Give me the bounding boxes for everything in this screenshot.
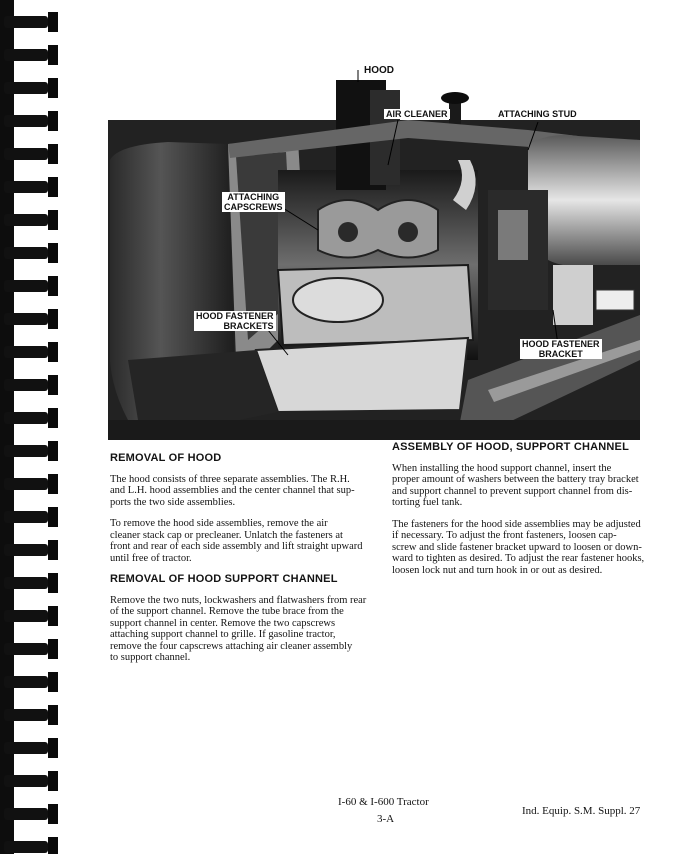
binding-coil	[4, 247, 48, 259]
label-attaching-stud-text: ATTACHING STUD	[498, 109, 577, 119]
binding-hole	[48, 276, 58, 296]
binding-coil	[4, 82, 48, 94]
binding-hole	[48, 639, 58, 659]
binding-coil	[4, 610, 48, 622]
binding-coil	[4, 148, 48, 160]
assembly-paragraph-2	[392, 519, 664, 577]
text-line: Remove the two nuts, lockwashers and flatwashers from rear	[110, 594, 367, 606]
binding-coil	[4, 676, 48, 688]
binding-hole	[48, 474, 58, 494]
binding-coil	[4, 412, 48, 424]
label-hood-text: HOOD	[364, 65, 394, 76]
binding-hole	[48, 672, 58, 692]
label-attaching-capscrews	[222, 192, 285, 212]
binding-coil	[4, 544, 48, 556]
text-line: torting fuel tank.	[392, 497, 463, 508]
text-line: proper amount of washers between the battery tray bracket	[392, 474, 639, 485]
spiral-binding	[0, 0, 70, 854]
binding-hole	[48, 507, 58, 527]
text-line: To remove the hood side assemblies, remove the air	[110, 518, 328, 529]
text-line: until free of tractor.	[110, 552, 192, 564]
footer-page-number: 3-A	[377, 813, 395, 825]
left-column	[110, 453, 380, 674]
binding-coil	[4, 115, 48, 127]
text-line: screw and slide fastener bracket upward to loosen or down-	[392, 541, 642, 553]
removal-of-hood-heading: REMOVAL OF HOOD	[110, 452, 222, 464]
footer-supplement: Ind. Equip. S.M. Suppl. 27	[522, 805, 641, 817]
label-line: BRACKETS	[223, 321, 274, 331]
binding-hole	[48, 210, 58, 230]
binding-hole	[48, 12, 58, 32]
binding-hole	[48, 78, 58, 98]
assembly-heading: ASSEMBLY OF HOOD, SUPPORT CHANNEL	[392, 441, 630, 453]
label-line: HOOD FASTENER	[522, 339, 600, 349]
label-line: CAPSCREWS	[224, 202, 283, 212]
text-line: ports the two side assemblies.	[110, 496, 236, 508]
text-line: of the support channel. Remove the tube brace from the	[110, 606, 344, 617]
label-air-cleaner-text: AIR CLEANER	[386, 109, 448, 119]
binding-coil	[4, 775, 48, 787]
binding-coil	[4, 478, 48, 490]
binding-coil	[4, 49, 48, 61]
text-line: The fasteners for the hood side assemblies may be adjusted	[392, 518, 641, 530]
binding-hole	[48, 144, 58, 164]
binding-coil	[4, 511, 48, 523]
text-line: When installing the hood support channel, insert the	[392, 462, 612, 474]
text-line: front and rear of each side assembly and lift straight upward	[110, 541, 363, 552]
binding-hole	[48, 804, 58, 824]
binding-coil	[4, 346, 48, 358]
removal-of-support-channel-heading: REMOVAL OF HOOD SUPPORT CHANNEL	[110, 573, 338, 585]
label-attaching-stud	[496, 109, 579, 119]
hood-paragraph-1	[110, 474, 380, 509]
binding-coil	[4, 709, 48, 721]
label-line: BRACKET	[538, 349, 583, 359]
binding-hole	[48, 738, 58, 758]
text-line: attaching support channel to grille. If gasoline tractor,	[110, 629, 336, 640]
text-line: loosen lock nut and turn hook in or out as desired.	[392, 564, 603, 576]
binding-hole	[48, 408, 58, 428]
text-line: and support channel to prevent support channel from dis-	[392, 485, 633, 497]
label-air-cleaner	[384, 109, 450, 119]
support-channel-paragraph	[110, 595, 380, 664]
binding-hole	[48, 540, 58, 560]
binding-hole	[48, 705, 58, 725]
hood-paragraph-2	[110, 518, 380, 564]
binding-coil	[4, 643, 48, 655]
binding-hole	[48, 342, 58, 362]
binding-coil	[4, 280, 48, 292]
binding-coil	[4, 181, 48, 193]
binding-coil	[4, 742, 48, 754]
text-line: support channel in center. Remove the two capscrews	[110, 617, 336, 629]
binding-coil	[4, 808, 48, 820]
binding-hole	[48, 837, 58, 854]
text-line: remove the four capscrews attaching air cleaner assembly	[110, 640, 353, 652]
binding-hole	[48, 375, 58, 395]
text-line: ward to tighten as desired. To adjust the rear fastener hooks,	[392, 553, 645, 564]
binding-hole	[48, 45, 58, 65]
binding-hole	[48, 606, 58, 626]
binding-coil	[4, 16, 48, 28]
right-column	[392, 442, 664, 586]
text-line: and L.H. hood assemblies and the center channel that sup-	[110, 485, 355, 496]
binding-coil	[4, 379, 48, 391]
label-hood-fastener-brackets	[194, 311, 276, 331]
binding-coil	[4, 313, 48, 325]
binding-hole	[48, 309, 58, 329]
binding-hole	[48, 441, 58, 461]
binding-coil	[4, 445, 48, 457]
binding-hole	[48, 243, 58, 263]
label-hood	[362, 66, 396, 76]
binding-hole	[48, 177, 58, 197]
binding-hole	[48, 573, 58, 593]
binding-coil	[4, 214, 48, 226]
text-line: to support channel.	[110, 652, 191, 663]
binding-hole	[48, 111, 58, 131]
text-line: The hood consists of three separate assemblies. The R.H.	[110, 473, 350, 485]
footer-model: I-60 & I-600 Tractor	[338, 796, 429, 808]
assembly-paragraph-1	[392, 463, 664, 509]
binding-coil	[4, 577, 48, 589]
text-line: cleaner stack cap or precleaner. Unlatch the fasteners at	[110, 529, 343, 541]
text-line: if necessary. To adjust the front fasteners, loosen cap-	[392, 530, 617, 541]
label-hood-fastener-bracket	[520, 339, 602, 359]
label-line: HOOD FASTENER	[196, 311, 274, 321]
binding-coil	[4, 841, 48, 853]
label-line: ATTACHING	[227, 192, 280, 202]
binding-hole	[48, 771, 58, 791]
